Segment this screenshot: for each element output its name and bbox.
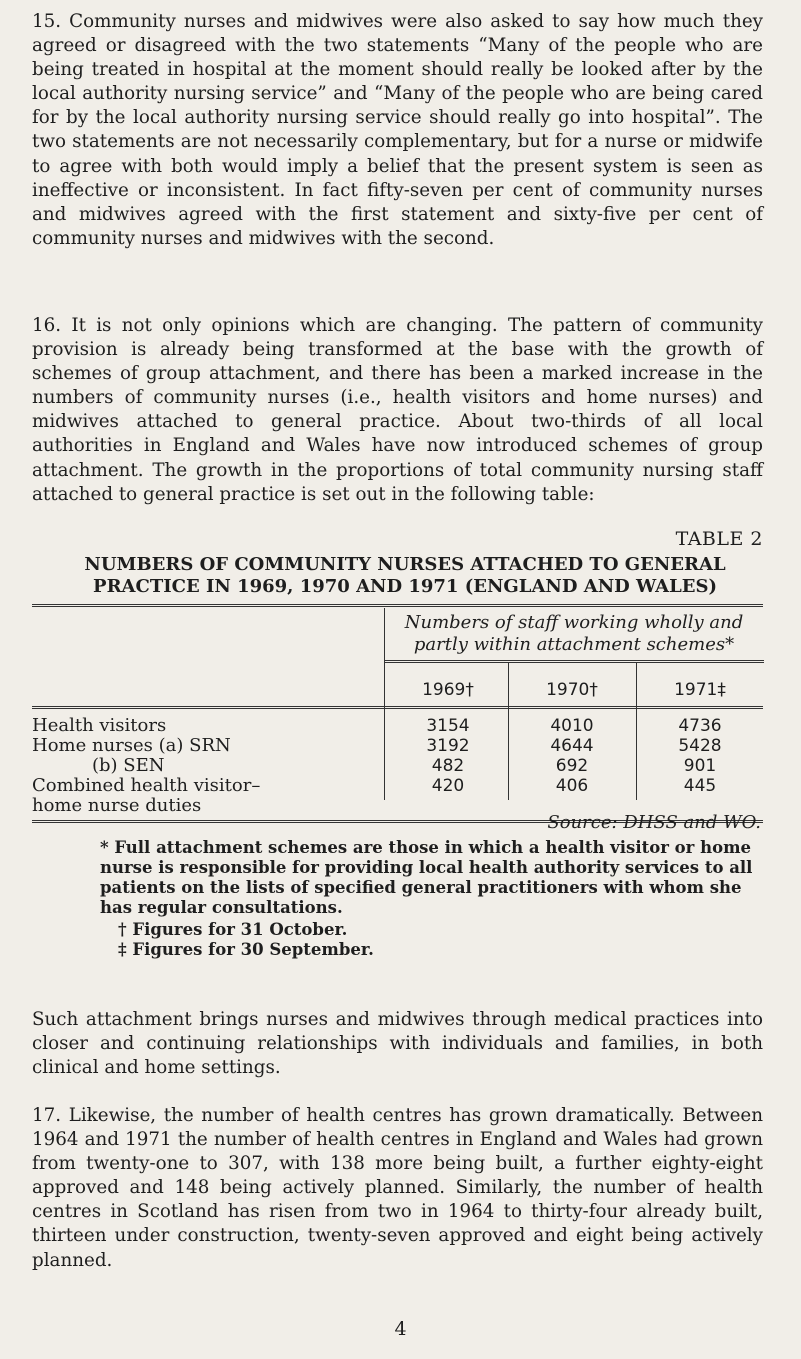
table-cell: 692 xyxy=(555,756,589,776)
header-bottom-rule xyxy=(32,706,763,709)
table-cell: 4010 xyxy=(550,716,594,736)
table-cell: 4644 xyxy=(550,736,594,756)
table-cell: 482 xyxy=(431,756,465,776)
row-label-combined: Combined health visitor– xyxy=(32,775,261,796)
table-label: TABLE 2 xyxy=(675,528,763,550)
table-header-span: Numbers of staff working wholly and partly within attachment schemes* xyxy=(404,612,744,655)
table-cell: 420 xyxy=(431,776,465,796)
row-label-home-nurses-srn: Home nurses (a) SRN xyxy=(32,735,231,756)
page-number: 4 xyxy=(394,1318,407,1340)
table-cell: 445 xyxy=(683,776,717,796)
table-cell: 5428 xyxy=(678,736,722,756)
header-rule xyxy=(384,660,764,663)
row-label-health-visitors: Health visitors xyxy=(32,715,167,736)
column-header-1970: 1970† xyxy=(546,680,598,700)
row-label-combined-cont: home nurse duties xyxy=(32,795,202,816)
table-cell: 3192 xyxy=(426,736,470,756)
table-cell: 901 xyxy=(683,756,717,776)
column-header-1969: 1969† xyxy=(422,680,474,700)
table-cell: 406 xyxy=(555,776,589,796)
paragraph-16: 16. It is not only opinions which are changing. The pattern of community provision is already being transformed at the base with the growth of schemes of group attachment, and there has been a marked increase in the numbers of community nurses (i.e., health visitors and home nurses) and midwives attached to general practice. About two-thirds of all local authorities in England and Wales have now introduced schemes of group attachment. The growth in the proportions of total community nursing staff attached to general practice is set out in the following table: xyxy=(32,315,763,505)
table-cell: 4736 xyxy=(678,716,722,736)
footnote-star: * Full attachment schemes are those in which a health visitor or home nurse is responsible for providing local health authority services to all patients on the lists of specified general practitioners with whom she has regular consultations. xyxy=(100,838,753,917)
paragraph-15: 15. Community nurses and midwives were also asked to say how much they agreed or disagreed with the two statements “Many of the people who are being treated in hospital at the moment should really be looked after by the local authority nursing service” and “Many of the people who are being cared for by the local authority nursing service should really go into hospital”. The two statements are not necessarily complementary, but for a nurse or midwife to agree with both would imply a belief that the present system is seen as ineffective or inconsistent. In fact fifty-seven per cent of community nurses and midwives agreed with the first statement and sixty-five per cent of community nurses and midwives with the second. xyxy=(32,11,763,249)
column-header-1971: 1971‡ xyxy=(674,680,726,700)
table-title: NUMBERS OF COMMUNITY NURSES ATTACHED TO GENERAL PRACTICE IN 1969, 1970 AND 1971 (ENGLAND AND WALES) xyxy=(84,554,726,597)
column-divider xyxy=(508,662,509,800)
footnote-double-dagger: ‡ Figures for 30 September. xyxy=(118,940,374,959)
footnote-dagger: † Figures for 31 October. xyxy=(118,920,348,939)
table-cell: 3154 xyxy=(426,716,470,736)
paragraph-17: 17. Likewise, the number of health centres has grown dramatically. Between 1964 and 1971 the number of health centres in England and Wales had grown from twenty-one to 307, with 138 more being built, a further eighty-eight approved and 148 being actively planned. Similarly, the number of health centres in Scotland has risen from two in 1964 to thirty-four already built, thirteen under construction, twenty-seven approved and eight being actively planned. xyxy=(32,1105,763,1271)
column-divider xyxy=(636,662,637,800)
table-top-rule xyxy=(32,604,763,607)
paragraph-attachment: Such attachment brings nurses and midwives through medical practices into closer and continuing relationships with individuals and families, in both clinical and home settings. xyxy=(32,1009,763,1079)
table-source: Source: DHSS and WO. xyxy=(547,812,761,833)
row-label-home-nurses-sen: (b) SEN xyxy=(92,755,165,776)
